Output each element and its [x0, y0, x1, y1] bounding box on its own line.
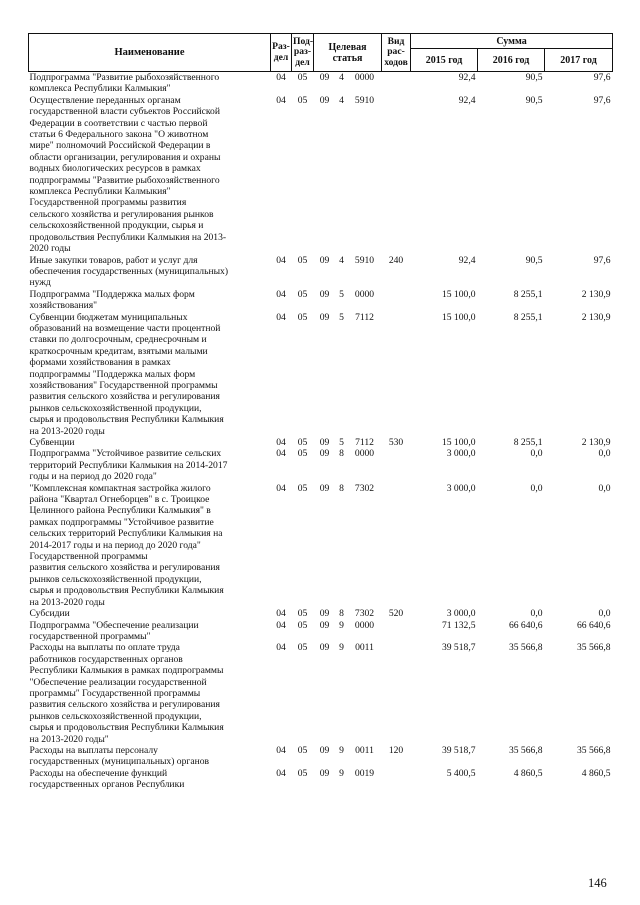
row-name	[29, 289, 271, 312]
row-name-text: Осуществление переданных органам государственной власти субъектов Российской Федерации в соответствии с частью первой статьи 6 Федерального закона "О животном мире" полномочий Российской Федерации в области организации, регулирования и охраны водных биологических ресурсов в рамках подпрограммы "Развитие рыбохозяйственного комплекса Республики Калмыкия" Государственной программы развития сельского хозяйства и регулирования рынков сельскохозяйственной продукции, сырья и продовольствия Республики Калмыкия на 2013- 2020 годы	[29, 94, 227, 255]
header-year-2015: 2015 год	[411, 49, 478, 72]
row-expense-type: 120	[388, 744, 404, 756]
row-target-subprogram: 5	[339, 288, 344, 300]
row-name-text: Подпрограмма "Развитие рыбохозяйственного комплекса Республики Калмыкия"	[29, 72, 220, 95]
row-name	[29, 620, 271, 643]
row-section: 04	[276, 744, 286, 756]
row-target-subprogram: 9	[339, 619, 344, 631]
row-amount-2016: 90,5	[525, 254, 543, 266]
row-target-subprogram: 5	[339, 311, 344, 323]
row-target-subprogram: 9	[339, 642, 344, 654]
table-row	[29, 255, 613, 289]
row-section: 04	[276, 94, 286, 106]
row-section: 04	[276, 72, 286, 83]
row-target-program: 09	[319, 72, 330, 83]
row-target-direction: 0011	[355, 642, 374, 654]
row-target-program: 09	[319, 767, 330, 779]
row-target-direction: 7112	[355, 311, 374, 323]
header-section: Раз- дел	[271, 34, 292, 72]
row-subsection: 05	[297, 94, 308, 106]
table-row	[29, 448, 613, 482]
table-body	[29, 72, 613, 791]
row-name-text: Подпрограмма "Обеспечение реализации государственной программы"	[29, 619, 199, 642]
row-target-direction: 5910	[354, 254, 375, 266]
page-number: 146	[588, 876, 607, 890]
row-section: 04	[276, 619, 286, 631]
row-subsection: 05	[297, 608, 308, 620]
row-section: 04	[276, 288, 286, 300]
row-amount-2016: 8 255,1	[513, 437, 543, 448]
row-name	[29, 437, 271, 448]
row-subsection: 05	[297, 72, 308, 83]
row-expense-type	[382, 448, 411, 482]
row-target-subprogram: 9	[339, 744, 344, 756]
row-section: 04	[276, 608, 286, 620]
row-section: 04	[276, 437, 286, 448]
row-subsection: 05	[297, 482, 308, 494]
row-amount-2017: 0,0	[598, 448, 611, 460]
row-target-program: 09	[319, 437, 330, 448]
row-expense-type	[382, 483, 411, 608]
row-name-text: Расходы на выплаты по оплате труда работников государственных органов Республики Калмыкия в рамках подпрограммы "Обеспечение реализации государственной программы" Государственной программы развития сельского хозяйства и регулирования рынков сельскохозяйственной продукции, сырья и продовольствия Республики Калмыкия на 2013-2020 годы"	[29, 642, 224, 745]
row-expense-type	[382, 312, 411, 437]
table-row	[29, 312, 613, 437]
row-amount-2017: 2 130,9	[581, 288, 611, 300]
row-name	[29, 72, 271, 95]
row-section: 04	[276, 254, 286, 266]
table-row	[29, 437, 613, 448]
row-amount-2015: 92,4	[458, 72, 476, 83]
row-amount-2017: 97,6	[593, 94, 611, 106]
row-section: 04	[276, 311, 286, 323]
row-target-subprogram: 4	[339, 72, 344, 83]
row-amount-2015: 3 000,0	[446, 608, 476, 620]
row-amount-2016: 90,5	[525, 94, 543, 106]
row-subsection: 05	[297, 311, 308, 323]
row-target-program: 09	[319, 254, 330, 266]
header-name: Наименование	[29, 34, 271, 72]
row-target-subprogram: 4	[339, 94, 344, 106]
row-amount-2015: 3 000,0	[446, 482, 476, 494]
row-name-text: Расходы на обеспечение функций государственных органов Республики	[29, 767, 185, 791]
table-header	[29, 34, 613, 72]
row-amount-2016: 0,0	[530, 482, 543, 494]
row-target-program: 09	[319, 608, 330, 620]
row-target-direction: 0011	[355, 744, 374, 756]
row-amount-2016: 90,5	[525, 72, 543, 83]
row-name	[29, 642, 271, 745]
row-name-text: Субвенции бюджетам муниципальных образований на возмещение части процентной ставки по долгосрочным, среднесрочным и краткосрочным кредитам, взятыми малыми формами хозяйствования в рамках подпрограммы "Поддержка малых форм хозяйствования" Государственной программы развития сельского хозяйства и регулирования рынков сельскохозяйственной продукции, сырья и продовольствия Республики Калмыкия на 2013-2020 годы	[29, 311, 224, 437]
row-amount-2015: 92,4	[458, 254, 476, 266]
header-target-article: Целевая статья	[314, 34, 382, 72]
row-subsection: 05	[297, 619, 308, 631]
header-sum: Сумма	[411, 34, 613, 49]
row-amount-2016: 35 566,8	[508, 642, 543, 654]
row-target-program: 09	[319, 288, 330, 300]
row-target-program: 09	[319, 94, 330, 106]
row-target-program: 09	[319, 311, 330, 323]
row-target-program: 09	[319, 619, 330, 631]
row-section: 04	[276, 642, 286, 654]
header-subsection: Под- раз- дел	[292, 34, 314, 72]
table-row	[29, 768, 613, 791]
table-row	[29, 620, 613, 643]
row-name	[29, 95, 271, 255]
row-target-direction: 5910	[354, 94, 375, 106]
row-target-subprogram: 8	[339, 608, 344, 620]
row-subsection: 05	[297, 437, 308, 448]
row-expense-type	[382, 95, 411, 255]
row-subsection: 05	[297, 744, 308, 756]
row-section: 04	[276, 767, 286, 779]
row-name-text: Иные закупки товаров, работ и услуг для обеспечения государственных (муниципальных) нужд	[29, 254, 229, 289]
row-target-direction: 0019	[354, 767, 375, 779]
row-subsection: 05	[297, 767, 308, 779]
row-name-text: Субсидии	[29, 608, 70, 620]
row-amount-2015: 5 400,5	[446, 767, 476, 779]
row-target-direction: 0000	[354, 448, 375, 460]
row-amount-2016: 35 566,8	[508, 744, 543, 756]
table-row	[29, 642, 613, 745]
row-expense-type: 530	[388, 437, 404, 448]
row-target-subprogram: 5	[339, 437, 344, 448]
row-subsection: 05	[297, 642, 308, 654]
table-row	[29, 289, 613, 312]
row-expense-type	[382, 620, 411, 643]
row-amount-2017: 4 860,5	[581, 767, 611, 779]
row-section: 04	[276, 448, 286, 460]
row-name	[29, 745, 271, 768]
table-row	[29, 95, 613, 255]
row-target-direction: 0000	[354, 288, 375, 300]
table-row	[29, 745, 613, 768]
row-name	[29, 483, 271, 608]
row-name-text: Субвенции	[29, 437, 75, 448]
row-target-direction: 7302	[354, 482, 375, 494]
row-amount-2017: 97,6	[593, 72, 611, 83]
header-year-2017: 2017 год	[545, 49, 613, 72]
row-amount-2015: 92,4	[458, 94, 476, 106]
row-amount-2015: 15 100,0	[441, 288, 476, 300]
row-name	[29, 312, 271, 437]
row-target-direction: 0000	[354, 72, 375, 83]
row-expense-type	[382, 72, 411, 95]
row-name	[29, 608, 271, 619]
row-name-text: Подпрограмма "Устойчивое развитие сельских территорий Республики Калмыкия на 2014-2017 годы и на период до 2020 года"	[29, 448, 228, 483]
row-amount-2017: 0,0	[598, 482, 611, 494]
row-amount-2016: 8 255,1	[513, 311, 543, 323]
row-amount-2016: 4 860,5	[513, 767, 543, 779]
budget-table	[28, 33, 613, 791]
row-amount-2016: 8 255,1	[513, 288, 543, 300]
row-target-subprogram: 8	[339, 448, 344, 460]
row-target-subprogram: 4	[339, 254, 344, 266]
row-name-text: "Комплексная компактная застройка жилого района "Квартал Огнеборцев" в с. Троицкое Целинного района Республики Калмыкия" в рамках подпрограммы "Устойчивое развитие сельских территорий Республики Калмыкия на 2014-2017 годы и на период до 2020 года" Государственной программы развития сельского хозяйства и регулирования рынков сельскохозяйственной продукции, сырья и продовольствия Республики Калмыкия на 2013-2020 годы	[29, 482, 224, 608]
row-target-subprogram: 8	[339, 482, 344, 494]
row-amount-2015: 39 518,7	[441, 642, 476, 654]
row-target-program: 09	[319, 744, 330, 756]
row-amount-2017: 66 640,6	[576, 619, 611, 631]
row-name-text: Подпрограмма "Поддержка малых форм хозяйствования"	[29, 288, 195, 312]
row-expense-type	[382, 768, 411, 791]
table-row	[29, 608, 613, 619]
row-amount-2016: 66 640,6	[508, 619, 543, 631]
row-amount-2015: 15 100,0	[441, 311, 476, 323]
row-name-text: Расходы на выплаты персоналу государственных (муниципальных) органов	[29, 744, 210, 768]
row-amount-2017: 97,6	[593, 254, 611, 266]
row-amount-2017: 2 130,9	[581, 437, 611, 448]
row-amount-2015: 71 132,5	[441, 619, 476, 631]
row-target-direction: 0000	[354, 619, 375, 631]
row-target-direction: 7112	[355, 437, 374, 448]
row-target-subprogram: 9	[339, 767, 344, 779]
row-amount-2017: 2 130,9	[581, 311, 611, 323]
table-row	[29, 72, 613, 95]
row-amount-2017: 0,0	[598, 608, 611, 620]
row-subsection: 05	[297, 254, 308, 266]
row-expense-type: 240	[388, 254, 404, 266]
row-target-direction: 7302	[354, 608, 375, 620]
row-target-program: 09	[319, 482, 330, 494]
row-amount-2015: 39 518,7	[441, 744, 476, 756]
row-name	[29, 255, 271, 289]
table-row	[29, 483, 613, 608]
row-amount-2015: 15 100,0	[441, 437, 476, 448]
row-target-program: 09	[319, 448, 330, 460]
row-expense-type	[382, 289, 411, 312]
header-expense-type: Вид рас- ходов	[382, 34, 411, 72]
header-year-2016: 2016 год	[478, 49, 545, 72]
row-section: 04	[276, 482, 286, 494]
row-target-program: 09	[319, 642, 330, 654]
row-amount-2017: 35 566,8	[576, 642, 611, 654]
row-expense-type	[382, 642, 411, 745]
row-amount-2015: 3 000,0	[446, 448, 476, 460]
row-amount-2016: 0,0	[530, 608, 543, 620]
row-name	[29, 448, 271, 482]
row-amount-2016: 0,0	[530, 448, 543, 460]
row-name	[29, 768, 271, 791]
budget-sheet	[28, 33, 612, 791]
row-amount-2017: 35 566,8	[576, 744, 611, 756]
row-subsection: 05	[297, 288, 308, 300]
row-subsection: 05	[297, 448, 308, 460]
row-expense-type: 520	[388, 608, 404, 620]
